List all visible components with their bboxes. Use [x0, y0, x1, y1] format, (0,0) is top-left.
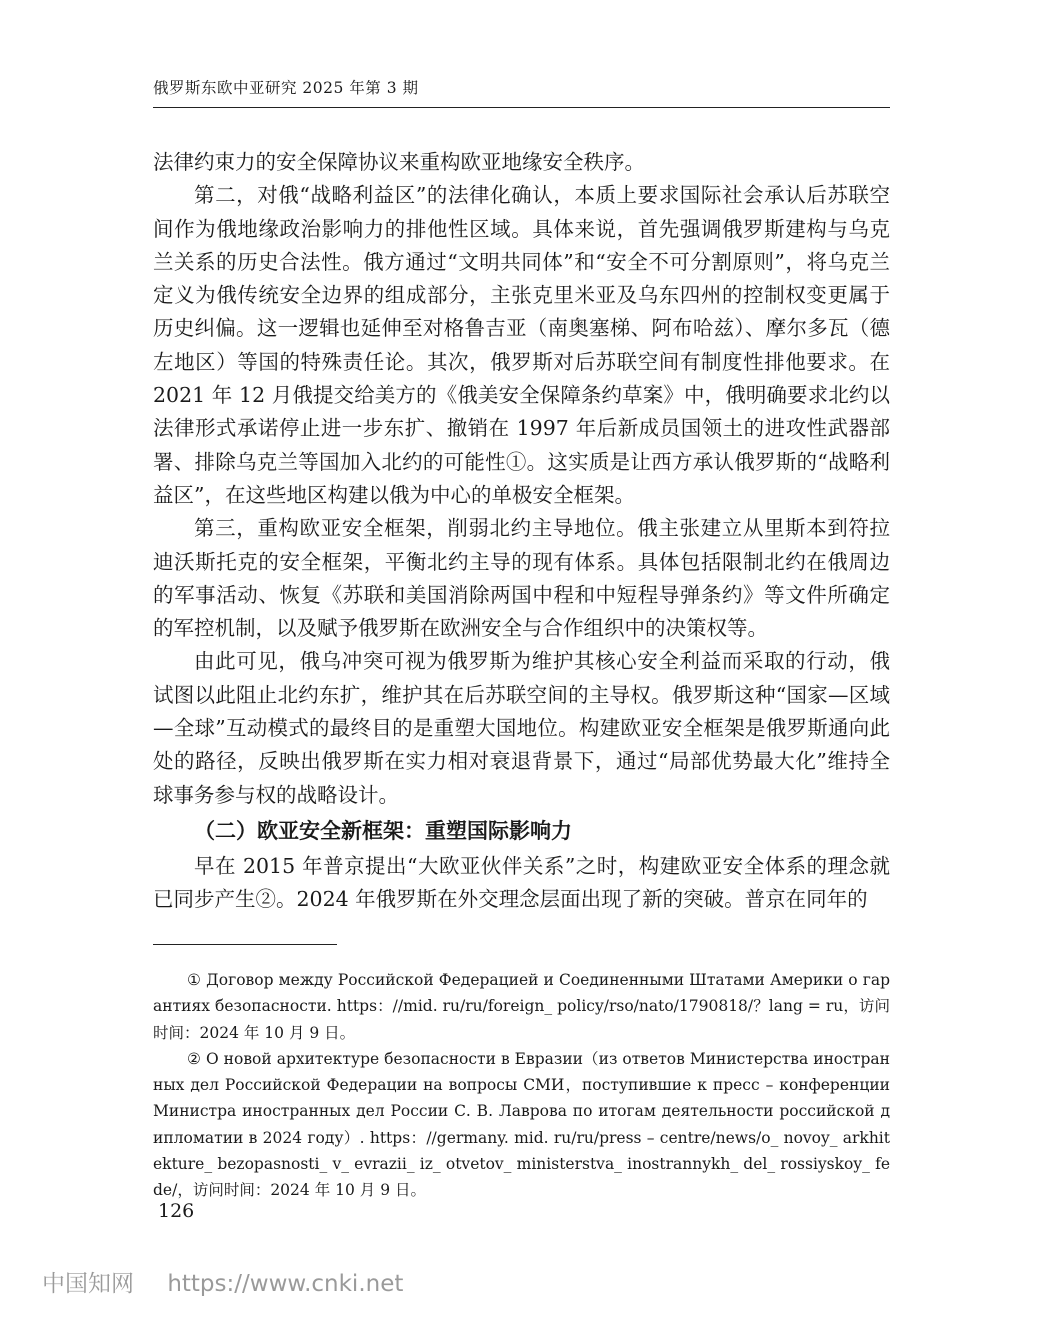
paragraph: 第三，重构欧亚安全框架，削弱北约主导地位。俄主张建立从里斯本到符拉迪沃斯托克的安全框架，平衡北约主导的现有体系。具体包括限制北约在俄周边的军事活动、恢复《苏联和美国消除两国中程和中短程导弹条约》等文件所确定的军控机制，以及赋予俄罗斯在欧洲安全与合作组织中的决策权等。 [153, 516, 890, 641]
footnote-2: ② О новой архитектуре безопасности в Евразии（из ответов Министерства иностранных дел Российской Федерации на вопросы СМИ，поступившие к пресс – конференции Министра иностранных дел России С. В. Лаврова по итогам деятельности российской дипломатии в 2024 году）. https：//germany. mid. ru/ru/press – centre/news/o_ novoy_ arkhitekture_ bezopasnosti_ v_ evrazii_ iz_ otvetov_ ministerstva_ inostrannykh_ del_ rossiyskoy_ fede/，访问时间：2024 年 10 月 9 日。 [153, 1049, 890, 1200]
main-text [153, 146, 890, 917]
paragraph-continuation: 法律约束力的安全保障协议来重构欧亚地缘安全秩序。 [153, 150, 645, 174]
cnki-watermark [42, 1265, 403, 1298]
section-heading: （二）欧亚安全新框架：重塑国际影响力 [194, 818, 572, 843]
footnote-1: ① Договор между Российской Федерацией и Соединенными Штатами Америки о гарантиях безопасности. https：//mid. ru/ru/foreign_ policy/rso/nato/1790818/？lang = ru，访问时间：2024 年 10 月 9 日。 [153, 971, 890, 1042]
header-divider [153, 107, 890, 108]
footnotes [153, 967, 890, 1204]
page-number: 126 [158, 1200, 195, 1222]
watermark-brand: 中国知网 [42, 1271, 134, 1297]
paragraph: 第二，对俄“战略利益区”的法律化确认，本质上要求国际社会承认后苏联空间作为俄地缘政治影响力的排他性区域。具体来说，首先强调俄罗斯建构与乌克兰关系的历史合法性。俄方通过“文明共同体”和“安全不可分割原则”，将乌克兰定义为俄传统安全边界的组成部分，主张克里米亚及乌东四州的控制权变更属于历史纠偏。这一逻辑也延伸至对格鲁吉亚（南奥塞梯、阿布哈兹）、摩尔多瓦（德左地区）等国的特殊责任论。其次，俄罗斯对后苏联空间有制度性排他要求。在 2021 年 12 月俄提交给美方的《俄美安全保障条约草案》中，俄明确要求北约以法律形式承诺停止进一步东扩、撤销在 1997 年后新成员国领土的进攻性武器部署、排除乌克兰等国加入北约的可能性①。这实质是让西方承认俄罗斯的“战略利益区”，在这些地区构建以俄为中心的单极安全框架。 [153, 183, 890, 507]
paragraph: 早在 2015 年普京提出“大欧亚伙伴关系”之时，构建欧亚安全体系的理念就已同步产生②。2024 年俄罗斯在外交理念层面出现了新的突破。普京在同年的 [153, 853, 890, 912]
running-header: 俄罗斯东欧中亚研究 2025 年第 3 期 [153, 79, 419, 97]
footnote-divider [153, 944, 337, 945]
watermark-url: https://www.cnki.net [167, 1271, 404, 1297]
paragraph: 由此可见，俄乌冲突可视为俄罗斯为维护其核心安全利益而采取的行动，俄试图以此阻止北约东扩，维护其在后苏联空间的主导权。俄罗斯这种“国家—区域—全球”互动模式的最终目的是重塑大国地位。构建欧亚安全框架是俄罗斯通向此处的路径，反映出俄罗斯在实力相对衰退背景下，通过“局部优势最大化”维持全球事务参与权的战略设计。 [153, 649, 890, 807]
